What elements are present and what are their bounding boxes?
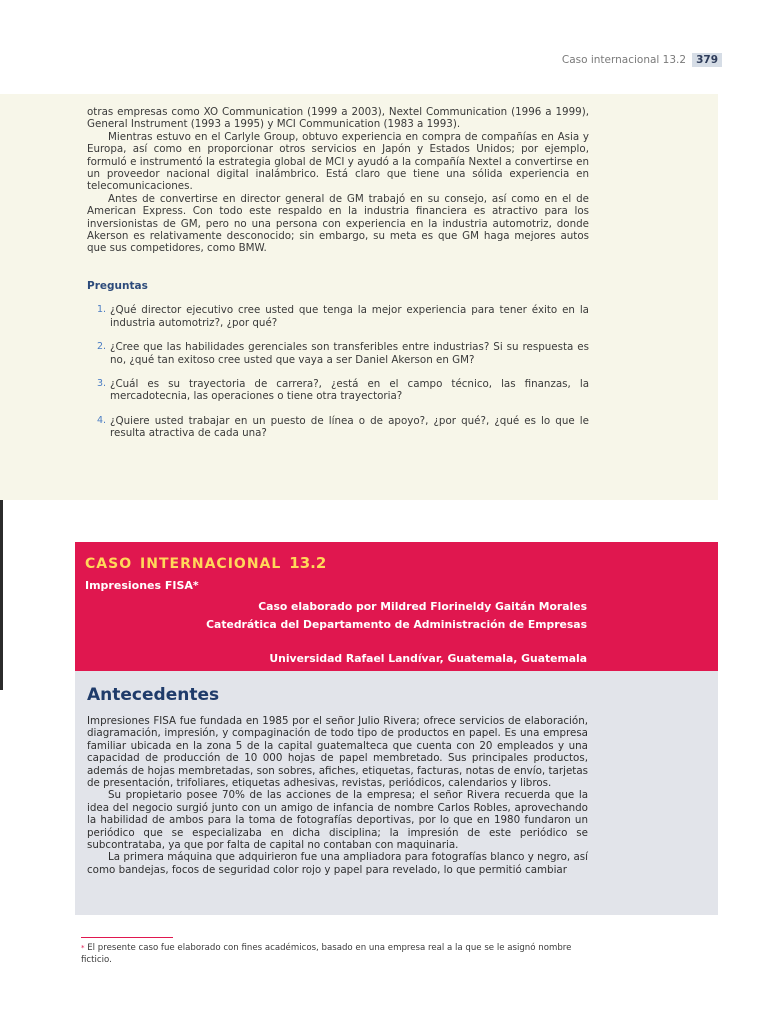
page-number: 379 (692, 53, 722, 67)
question-item (87, 341, 589, 366)
question-text: ¿Cree que las habilidades gerenciales son transferibles entre industrias? Si su respuesta es no, ¿qué tan exitoso cree usted que vaya a ser Daniel Akerson en GM? (110, 341, 589, 366)
running-title: Caso internacional 13.2 (561, 54, 687, 66)
question-number: 3. (97, 377, 107, 389)
antecedentes-text (87, 685, 588, 876)
question-item (87, 378, 589, 403)
questions-list (87, 304, 589, 439)
credit-author: Caso elaborado por Mildred Florineldy Gaitán Morales (258, 600, 587, 613)
credit-position: Catedrática del Departamento de Administración de Empresas (206, 617, 587, 631)
footnote (81, 943, 601, 966)
case-credits (206, 598, 587, 668)
case-title (85, 549, 326, 573)
question-number: 2. (97, 341, 107, 353)
case-banner (75, 542, 718, 671)
question-number: 1. (97, 304, 107, 316)
question-text: ¿Quiere usted trabajar en un puesto de línea o de apoyo?, ¿por qué?, ¿qué es lo que le resulta atractiva de cada una? (110, 414, 589, 440)
paragraph: La primera máquina que adquirieron fue una ampliadora para fotografías blanco y negro, así como bandejas, focos de seguridad color rojo y papel para revelado, lo que permitió cambiar (87, 851, 588, 876)
footnote-marker: * (81, 944, 85, 952)
paragraph: Antes de convertirse en director general de GM trabajó en su consejo, así como en el de American Express. Con todo este respaldo en la industria financiera es atractivo para los inversionistas de GM, pero no una persona con experiencia en la industria automotriz, donde Akerson es relativamente desconocido; sin embargo, su meta es que GM haga mejores autos que sus competidores, como BMW. (87, 192, 589, 255)
question-number: 4. (97, 414, 107, 426)
paragraph: Impresiones FISA fue fundada en 1985 por el señor Julio Rivera; ofrece servicios de elaboración, diagramación, impresión, y compaginación de todo tipo de productos en papel. Es una empresa familiar ubicada en la zona 5 de la capital guatemalteca que cuenta con 20 empleados y una capacidad de producción de 10 000 hojas de papel membretado. Sus principales productos, además de hojas membretadas, son sobres, afiches, etiquetas, facturas, notas de envío, tarjetas de presentación, trifoliares, etiquetas adhesivas, revistas, periódicos, calendarios y libros. (87, 715, 588, 790)
question-text: ¿Qué director ejecutivo cree usted que tenga la mejor experiencia para tener éxito en la industria automotriz?, ¿por qué? (110, 304, 589, 329)
gutter-mark (0, 500, 3, 690)
antecedentes-box (75, 671, 718, 915)
running-header (562, 52, 722, 68)
question-item (87, 304, 589, 329)
previous-case-box (0, 94, 718, 500)
footnote-text: El presente caso fue elaborado con fines académicos, basado en una empresa real a la que se le asignó nombre ficticio. (81, 943, 572, 965)
paragraph: otras empresas como XO Communication (1999 a 2003), Nextel Communication (1996 a 1999), General Instrument (1993 a 1995) y MCI Communication (1983 a 1993). (87, 106, 589, 131)
footnote-rule (81, 937, 173, 938)
case-number: 13.2 (289, 554, 327, 572)
paragraph: Mientras estuvo en el Carlyle Group, obtuvo experiencia en compra de compañías en Asia y Europa, así como en proporcionar otros servicios en Japón y Estados Unidos; por ejemplo, formuló e instrumentó la estrategia global de MCI y ayudó a la compañía Nextel a convertirse en un proveedor nacional digital inalámbrico. Está claro que tiene una sólida experiencia en telecomunicaciones. (87, 130, 589, 193)
previous-case-text (87, 106, 589, 452)
credit-institution: Universidad Rafael Landívar, Guatemala, Guatemala (269, 652, 587, 665)
questions-heading: Preguntas (87, 279, 148, 292)
paragraph: Su propietario posee 70% de las acciones de la empresa; el señor Rivera recuerda que la idea del negocio surgió junto con un amigo de infancia de nombre Carlos Robles, aprovechando la habilidad de ambos para la toma de fotografías deportivas, por lo que en 1980 fundaron un periódico que se especializaba en dicha disciplina; la impresión de este periódico se subcontrataba, ya que por falta de capital no contaban con maquinaria. (87, 789, 588, 852)
question-item (87, 415, 589, 440)
case-subtitle: Impresiones FISA* (85, 579, 199, 592)
section-heading: Antecedentes (87, 685, 220, 705)
case-label: caso internacional (85, 549, 282, 573)
question-text: ¿Cuál es su trayectoria de carrera?, ¿está en el campo técnico, las finanzas, la mercadotecnia, las operaciones o tiene otra trayectoria? (110, 377, 589, 403)
